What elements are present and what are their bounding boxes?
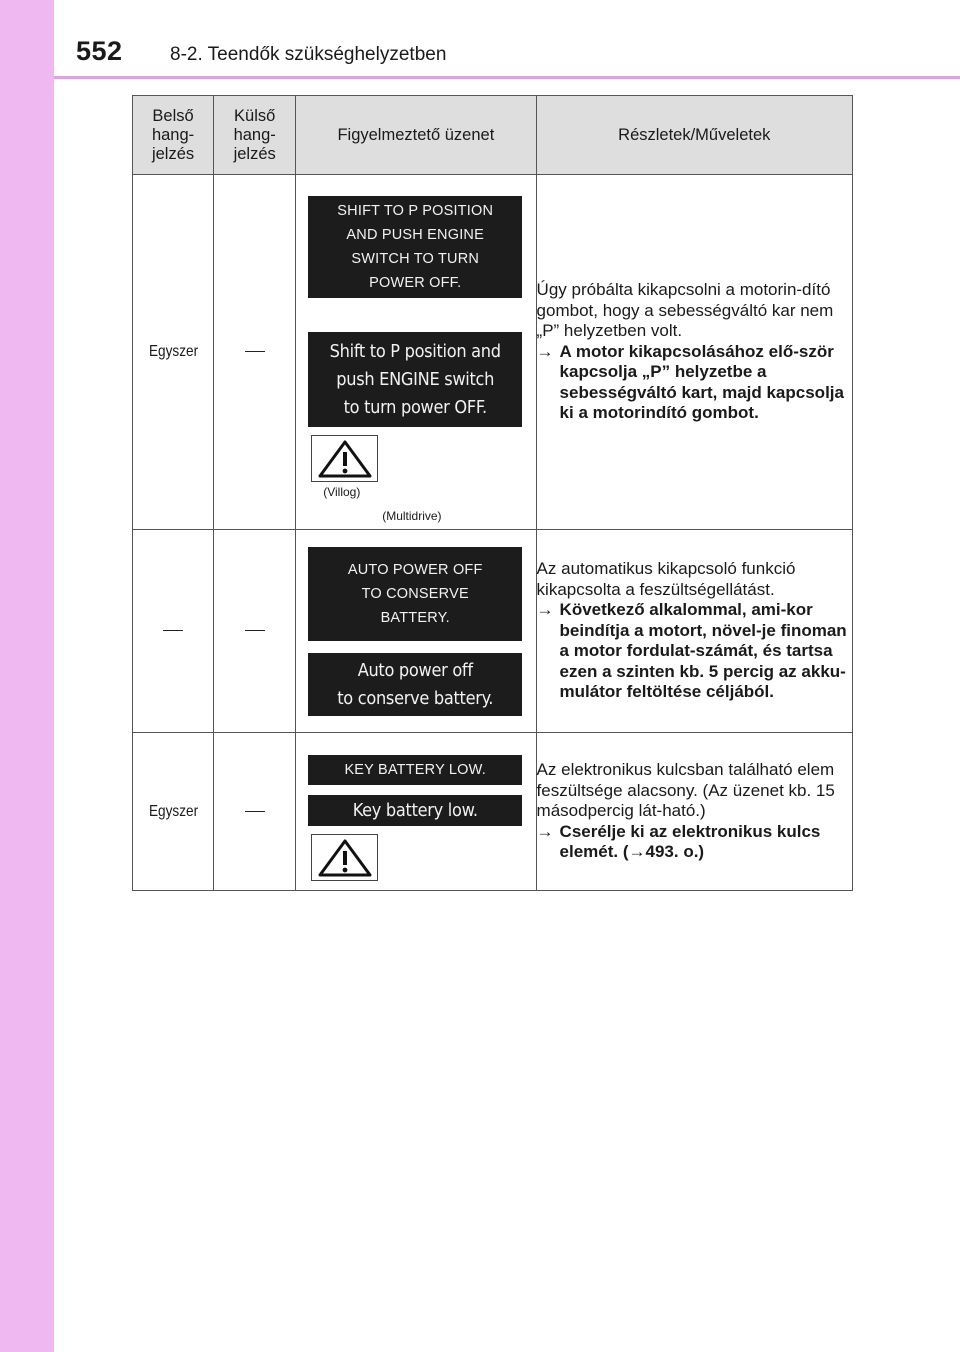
header-external-buzzer: Külső hang- jelzés bbox=[214, 96, 296, 175]
header-internal-buzzer: Belső hang- jelzés bbox=[133, 96, 214, 175]
message-cell bbox=[296, 175, 536, 530]
arrow-icon: → bbox=[536, 341, 554, 361]
display-screen-multi: Key battery low. bbox=[308, 795, 522, 826]
internal-buzzer-cell: Egyszer bbox=[139, 175, 208, 530]
external-buzzer-cell bbox=[214, 175, 296, 530]
details-cell bbox=[536, 175, 852, 530]
external-buzzer-cell bbox=[214, 530, 296, 733]
internal-buzzer-cell bbox=[133, 530, 214, 733]
warning-message-table bbox=[132, 95, 853, 891]
table-row bbox=[133, 733, 853, 891]
table-row bbox=[133, 175, 853, 530]
action-text: A motor kikapcsolásához elő-ször kapcsolja „P” helyzetbe a sebességváltó kart, majd kapcsolja ki a motorindító gombot. bbox=[559, 341, 844, 423]
description-text: Az automatikus kikapcsoló funkció kikapcsolta a feszültségellátást. bbox=[536, 558, 796, 599]
dash-mark bbox=[245, 811, 265, 812]
description-text: Úgy próbálta kikapcsolni a motorin-dító gombot, hogy a sebességváltó kar nem „P” helyzetben volt. bbox=[536, 279, 834, 341]
arrow-icon: → bbox=[536, 821, 554, 841]
display-screen-mono: SHIFT TO P POSITION AND PUSH ENGINE SWITCH TO TURN POWER OFF. bbox=[308, 196, 522, 298]
display-screen-mono: KEY BATTERY LOW. bbox=[308, 755, 522, 785]
header-divider bbox=[54, 76, 960, 79]
warning-triangle-icon bbox=[311, 435, 378, 482]
page-edge-tab bbox=[0, 0, 54, 1352]
display-screen-multi: Auto power off to conserve battery. bbox=[308, 653, 522, 716]
dash-mark bbox=[163, 630, 183, 631]
header-details: Részletek/Műveletek bbox=[536, 96, 852, 175]
external-buzzer-cell bbox=[214, 733, 296, 891]
display-screen-multi: Shift to P position and push ENGINE switch to turn power OFF. bbox=[308, 332, 522, 427]
details-cell bbox=[536, 733, 852, 891]
table-header-row bbox=[133, 96, 853, 175]
blink-note: (Villog) bbox=[323, 485, 361, 499]
action-line bbox=[537, 822, 852, 863]
action-line bbox=[537, 342, 852, 424]
dash-mark bbox=[245, 630, 265, 631]
warning-triangle-icon bbox=[311, 834, 378, 881]
details-cell bbox=[536, 530, 852, 733]
display-screen-mono: AUTO POWER OFF TO CONSERVE BATTERY. bbox=[308, 547, 522, 641]
action-text: Cserélje ki az elektronikus kulcs elemét. (→493. o.) bbox=[559, 821, 821, 862]
page-header bbox=[54, 0, 960, 78]
chapter-title: 8-2. Teendők szükséghelyzetben bbox=[170, 44, 447, 65]
header-warning-message: Figyelmeztető üzenet bbox=[296, 96, 536, 175]
action-text: Következő alkalommal, ami-kor beindítja a motort, növel-je finoman a motor fordulat-számát, és tartsa ezen a szinten kb. 5 percig az akku-mulátor feltöltése céljából. bbox=[559, 600, 847, 702]
arrow-icon: → bbox=[536, 600, 554, 620]
page-number: 552 bbox=[76, 36, 123, 66]
internal-buzzer-cell: Egyszer bbox=[139, 733, 208, 891]
description-text: Az elektronikus kulcsban található elem feszültsége alacsony. (Az üzenet kb. 15 másodpercig lát-ható.) bbox=[536, 760, 835, 821]
multidrive-note: (Multidrive) bbox=[382, 509, 442, 523]
action-line bbox=[537, 600, 852, 703]
message-cell bbox=[296, 530, 536, 733]
message-cell bbox=[296, 733, 536, 891]
dash-mark bbox=[245, 351, 265, 352]
table-row bbox=[133, 530, 853, 733]
